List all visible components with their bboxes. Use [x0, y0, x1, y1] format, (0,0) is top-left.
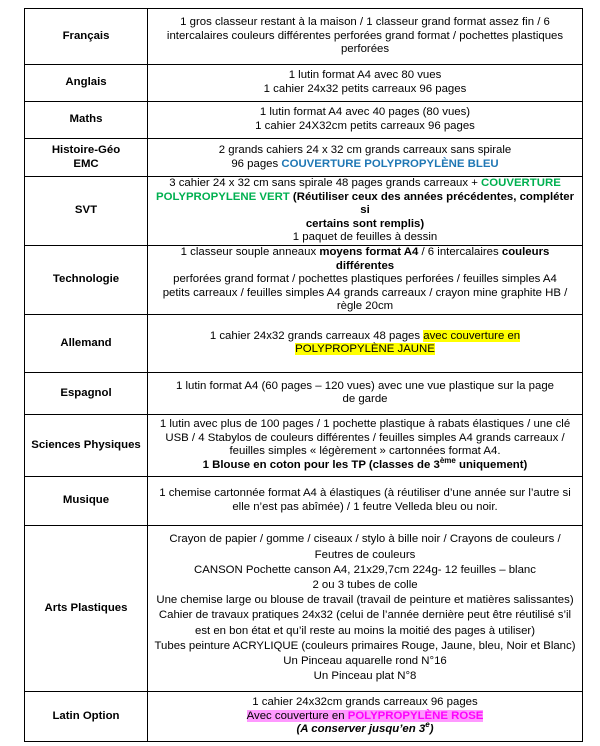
- item-line: règle 20cm: [336, 300, 394, 313]
- item-line: Une chemise large ou blouse de travail (travail de peinture et matières salissantes): [156, 594, 574, 607]
- table-row: [25, 9, 583, 65]
- item-line: perforées grand format / pochettes plastiques perforées / feuilles simples A4: [173, 273, 557, 286]
- table-row: [25, 372, 583, 414]
- items-cell: [148, 102, 583, 139]
- subject-cell: SVT: [25, 177, 148, 246]
- superscript: ème: [439, 456, 456, 466]
- item-line: est en bon état et qu’il reste au moins la moitié des pages à utiliser): [194, 624, 535, 637]
- cover-color-green: POLYPROPYLENE VERT: [155, 190, 290, 203]
- item-line: [151, 191, 579, 218]
- item-note: [151, 720, 579, 737]
- item-line: petits carreaux / feuilles simples A4 grands carreaux / crayon mine graphite HB /: [162, 286, 568, 299]
- superscript: e: [425, 720, 430, 730]
- cover-color-pink: POLYPROPYLÈNE ROSE: [347, 709, 484, 722]
- subject-cell: Allemand: [25, 314, 148, 372]
- item-line: 1 lutin avec plus de 100 pages / 1 pochette plastique à rabats élastiques / une clé: [159, 418, 571, 431]
- subject-cell: Technologie: [25, 245, 148, 314]
- item-line: 2 grands cahiers 24 x 32 cm grands carreaux sans spirale: [218, 143, 512, 156]
- item-line: 1 paquet de feuilles à dessin: [292, 231, 438, 244]
- subject-cell: Latin Option: [25, 691, 148, 741]
- subject-line: Histoire-Géo: [51, 143, 121, 156]
- cover-color-blue: COUVERTURE POLYPROPYLÈNE BLEU: [281, 157, 499, 170]
- item-line: 1 cahier 24x32cm grands carreaux 96 pages: [252, 696, 478, 709]
- items-cell: [148, 65, 583, 102]
- item-emphasis: couleurs différentes: [335, 245, 550, 272]
- cover-color-green: COUVERTURE: [481, 177, 561, 189]
- highlighted-text: POLYPROPYLÈNE JAUNE: [295, 343, 435, 356]
- item-line: 1 lutin format A4 avec 80 vues: [288, 69, 442, 82]
- item-line: [151, 158, 579, 172]
- item-text: uniquement): [455, 459, 528, 472]
- item-emphasis: moyens format A4: [319, 245, 419, 258]
- item-line: [151, 343, 579, 357]
- items-cell: [148, 691, 583, 741]
- items-cell: [148, 314, 583, 372]
- item-line: 1 cahier 24x32 petits carreaux 96 pages: [263, 83, 467, 95]
- subject-cell: Espagnol: [25, 372, 148, 414]
- table-row: [25, 476, 583, 525]
- item-note: [151, 456, 579, 473]
- item-text: (A conserver jusqu’en 3: [296, 723, 426, 736]
- items-cell: [148, 414, 583, 476]
- highlighted-text: [247, 710, 484, 722]
- subject-cell: Arts Plastiques: [25, 525, 148, 691]
- item-line: Tubes peinture ACRYLIQUE (couleurs primaires Rouge, Jaune, bleu, Noir et Blanc): [154, 639, 576, 652]
- item-note: (Réutiliser ceux des années précédentes, compléter si: [289, 190, 575, 217]
- table-row: [25, 177, 583, 246]
- item-line: Cahier de travaux pratiques 24x32 (celui de l’année dernière peut être réutilisé s’il: [158, 609, 572, 622]
- table-row: [25, 65, 583, 102]
- item-line: 1 gros classeur restant à la maison / 1 classeur grand format assez fin / 6: [180, 16, 550, 29]
- table-row: [25, 314, 583, 372]
- item-text: 1 classeur souple anneaux: [180, 245, 320, 258]
- item-line: intercalaires couleurs différentes perforées grand format / pochettes plastiques: [166, 29, 564, 42]
- subject-cell: [25, 139, 148, 177]
- item-line: USB / 4 Stabylos de couleurs différentes / feuilles simples A4 grands carreaux /: [165, 431, 565, 444]
- table-row: [25, 245, 583, 314]
- items-cell: [148, 139, 583, 177]
- subject-line: EMC: [73, 157, 99, 170]
- item-text: Avec couverture en: [246, 709, 348, 722]
- item-line: 1 chemise cartonnée format A4 à élastiques (à réutiliser d’une année sur l’autre si: [159, 487, 571, 500]
- item-line: 2 ou 3 tubes de colle: [312, 579, 418, 592]
- item-text: / 6 intercalaires: [418, 245, 502, 258]
- supplies-table: [24, 8, 583, 742]
- table-row: [25, 139, 583, 177]
- items-cell: [148, 245, 583, 314]
- item-line: [151, 710, 579, 724]
- item-line: Un Pinceau aquarelle rond N°16: [283, 655, 447, 668]
- item-line: [151, 330, 579, 344]
- subject-cell: Français: [25, 9, 148, 65]
- items-cell: [148, 525, 583, 691]
- items-cell: [148, 177, 583, 246]
- subject-cell: Musique: [25, 476, 148, 525]
- item-line: 1 cahier 24X32cm petits carreaux 96 pages: [255, 120, 475, 132]
- table-row: [25, 414, 583, 476]
- items-cell: [148, 476, 583, 525]
- subject-cell: Sciences Physiques: [25, 414, 148, 476]
- subject-cell: Anglais: [25, 65, 148, 102]
- item-line: 1 lutin format A4 avec 40 pages (80 vues): [259, 106, 471, 119]
- item-text: 3 cahier 24 x 32 cm sans spirale 48 pages grands carreaux +: [169, 177, 482, 189]
- item-line: [151, 246, 579, 273]
- table-row: [25, 102, 583, 139]
- item-text: 96 pages: [231, 157, 282, 170]
- item-line: Crayon de papier / gomme / ciseaux / stylo à bille noir / Crayons de couleurs /: [169, 533, 561, 546]
- subject-cell: Maths: [25, 102, 148, 139]
- item-line: elle n’est pas abîmée) / 1 feutre Velleda bleu ou noir.: [232, 500, 498, 513]
- table-row: [25, 525, 583, 691]
- item-text: 1 Blouse en coton pour les TP (classes de 3: [202, 459, 440, 472]
- item-line: CANSON Pochette canson A4, 21x29,7cm 224g- 12 feuilles – blanc: [194, 563, 536, 576]
- item-line: perforées: [340, 43, 390, 56]
- item-line: Feutres de couleurs: [314, 548, 416, 561]
- item-line: de garde: [342, 393, 388, 406]
- item-text: 1 cahier 24x32 grands carreaux 48 pages: [209, 329, 424, 342]
- highlighted-text: avec couverture en: [423, 329, 521, 342]
- item-text: ): [429, 723, 434, 736]
- items-cell: [148, 372, 583, 414]
- items-cell: [148, 9, 583, 65]
- item-line: Un Pinceau plat N°8: [313, 670, 417, 683]
- table-row: [25, 691, 583, 741]
- item-line: feuilles simples « légèrement » cartonnées format A4.: [229, 445, 501, 458]
- item-note: certains sont remplis): [305, 217, 425, 230]
- item-line: 1 lutin format A4 (60 pages – 120 vues) avec une vue plastique sur la page: [175, 379, 555, 392]
- item-line: [151, 177, 579, 191]
